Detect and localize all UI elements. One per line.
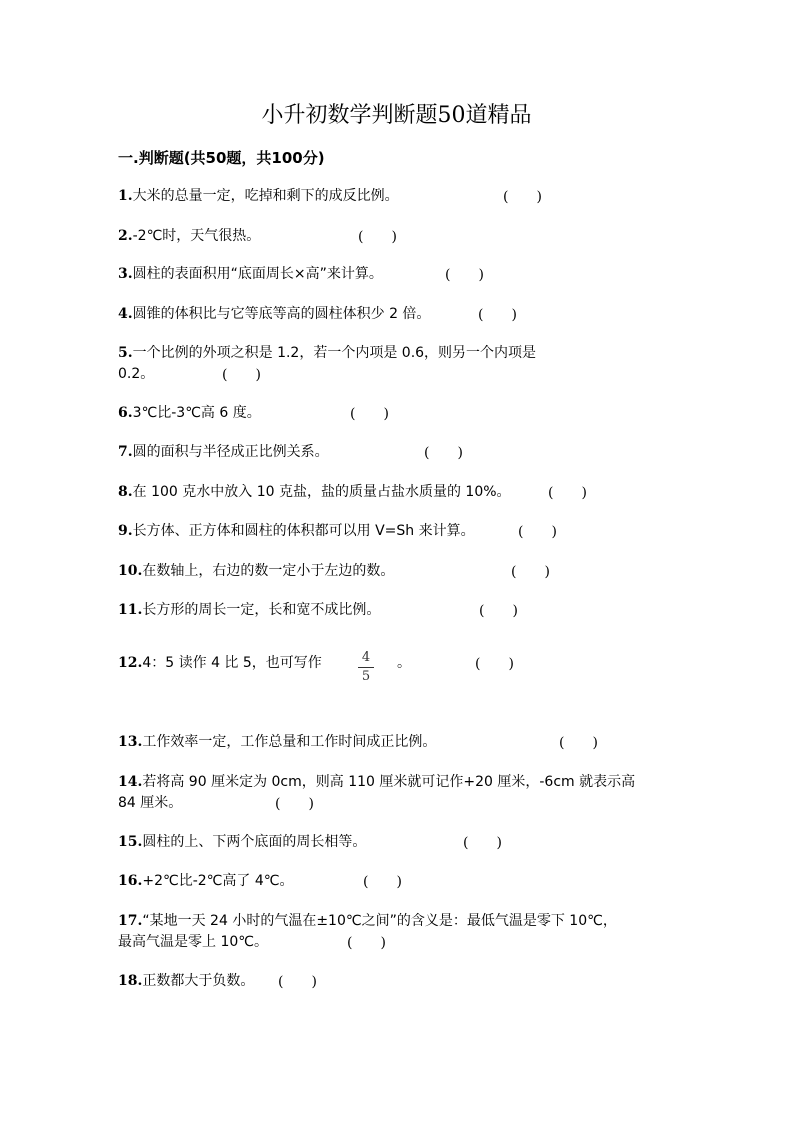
question-number: 11. (118, 602, 143, 618)
question-text: 在 100 克水中放入 10 克盐，盐的质量占盐水质量的 10%。 (132, 484, 511, 500)
question-1 (118, 186, 399, 206)
question-9 (118, 521, 475, 541)
question-15 (118, 832, 366, 852)
question-7 (118, 442, 329, 462)
question-17 (118, 911, 617, 931)
question-17-line-2: 最高气温是零上 10℃。 (118, 934, 268, 950)
question-number: 1. (118, 188, 133, 204)
question-8 (118, 482, 511, 502)
question-text: 圆的面积与半径成正比例关系。 (132, 444, 329, 460)
question-12 (118, 653, 322, 673)
question-text: 大米的总量一定，吃掉和剩下的成反比例。 (132, 188, 399, 204)
answer-blank[interactable]: ( ) (363, 874, 402, 890)
question-number: 14. (118, 774, 143, 790)
section-heading: 一.判断题(共50题，共100分) (118, 149, 325, 167)
answer-blank[interactable]: ( ) (478, 307, 517, 323)
answer-blank[interactable]: ( ) (445, 267, 484, 283)
answer-blank[interactable]: ( ) (424, 445, 463, 461)
answer-blank[interactable]: ( ) (503, 189, 542, 205)
question-text: 正数都大于负数。 (142, 973, 255, 989)
answer-blank[interactable]: ( ) (511, 564, 550, 580)
question-text: “某地一天 24 小时的气温在±10℃之间”的含义是：最低气温是零下 10℃， (142, 913, 617, 929)
question-text: +2℃比-2℃高了 4℃。 (142, 873, 294, 889)
fraction-numerator: 4 (361, 650, 371, 665)
question-11 (118, 600, 380, 620)
question-2 (118, 226, 260, 246)
question-16 (118, 871, 293, 891)
question-14 (118, 772, 635, 792)
question-12-end: 。 (397, 655, 411, 671)
question-number: 6. (118, 405, 133, 421)
question-10 (118, 561, 394, 581)
answer-blank[interactable]: ( ) (559, 735, 598, 751)
question-13 (118, 732, 436, 752)
question-5-line-2: 0.2。 (118, 366, 155, 382)
question-number: 8. (118, 484, 133, 500)
answer-blank[interactable]: ( ) (222, 367, 261, 383)
page-title: 小升初数学判断题50道精品 (261, 103, 532, 128)
fraction (358, 650, 374, 685)
question-4 (118, 304, 430, 324)
answer-blank[interactable]: ( ) (479, 603, 518, 619)
question-6 (118, 403, 261, 423)
answer-blank[interactable]: ( ) (518, 524, 557, 540)
question-number: 3. (118, 266, 133, 282)
question-text: 圆锥的体积比与它等底等高的圆柱体积少 2 倍。 (132, 306, 431, 322)
question-number: 12. (118, 655, 143, 671)
question-number: 16. (118, 873, 143, 889)
question-14-line-2: 84 厘米。 (118, 795, 183, 811)
question-18 (118, 971, 254, 991)
answer-blank[interactable]: ( ) (358, 229, 397, 245)
answer-blank[interactable]: ( ) (350, 406, 389, 422)
answer-blank[interactable]: ( ) (475, 656, 514, 672)
question-text: 圆柱的表面积用“底面周长×高”来计算。 (132, 266, 383, 282)
question-3 (118, 264, 383, 284)
question-number: 10. (118, 563, 143, 579)
question-number: 9. (118, 523, 133, 539)
question-text: 4：5 读作 4 比 5，也可写作 (142, 655, 322, 671)
answer-blank[interactable]: ( ) (275, 796, 314, 812)
question-number: 13. (118, 734, 143, 750)
question-number: 7. (118, 444, 133, 460)
question-text: 圆柱的上、下两个底面的周长相等。 (142, 834, 367, 850)
question-5 (118, 343, 536, 363)
question-text: 3℃比-3℃高 6 度。 (132, 405, 261, 421)
question-number: 4. (118, 306, 133, 322)
answer-blank[interactable]: ( ) (463, 835, 502, 851)
question-text: 长方体、正方体和圆柱的体积都可以用 V=Sh 来计算。 (132, 523, 475, 539)
fraction-bar (358, 667, 374, 668)
fraction-denominator: 5 (361, 669, 371, 684)
question-text: 在数轴上，右边的数一定小于左边的数。 (142, 563, 395, 579)
question-text: -2℃时，天气很热。 (132, 228, 261, 244)
question-text: 一个比例的外项之积是 1.2，若一个内项是 0.6，则另一个内项是 (132, 345, 537, 361)
question-number: 2. (118, 228, 133, 244)
question-text: 长方形的周长一定，长和宽不成比例。 (142, 602, 381, 618)
answer-blank[interactable]: ( ) (278, 974, 317, 990)
question-text: 工作效率一定，工作总量和工作时间成正比例。 (142, 734, 437, 750)
answer-blank[interactable]: ( ) (548, 485, 587, 501)
question-number: 17. (118, 913, 143, 929)
question-number: 18. (118, 973, 143, 989)
question-number: 5. (118, 345, 133, 361)
question-number: 15. (118, 834, 143, 850)
question-text: 若将高 90 厘米定为 0cm，则高 110 厘米就可记作+20 厘米，-6cm 就表示高 (142, 774, 636, 790)
answer-blank[interactable]: ( ) (347, 935, 386, 951)
